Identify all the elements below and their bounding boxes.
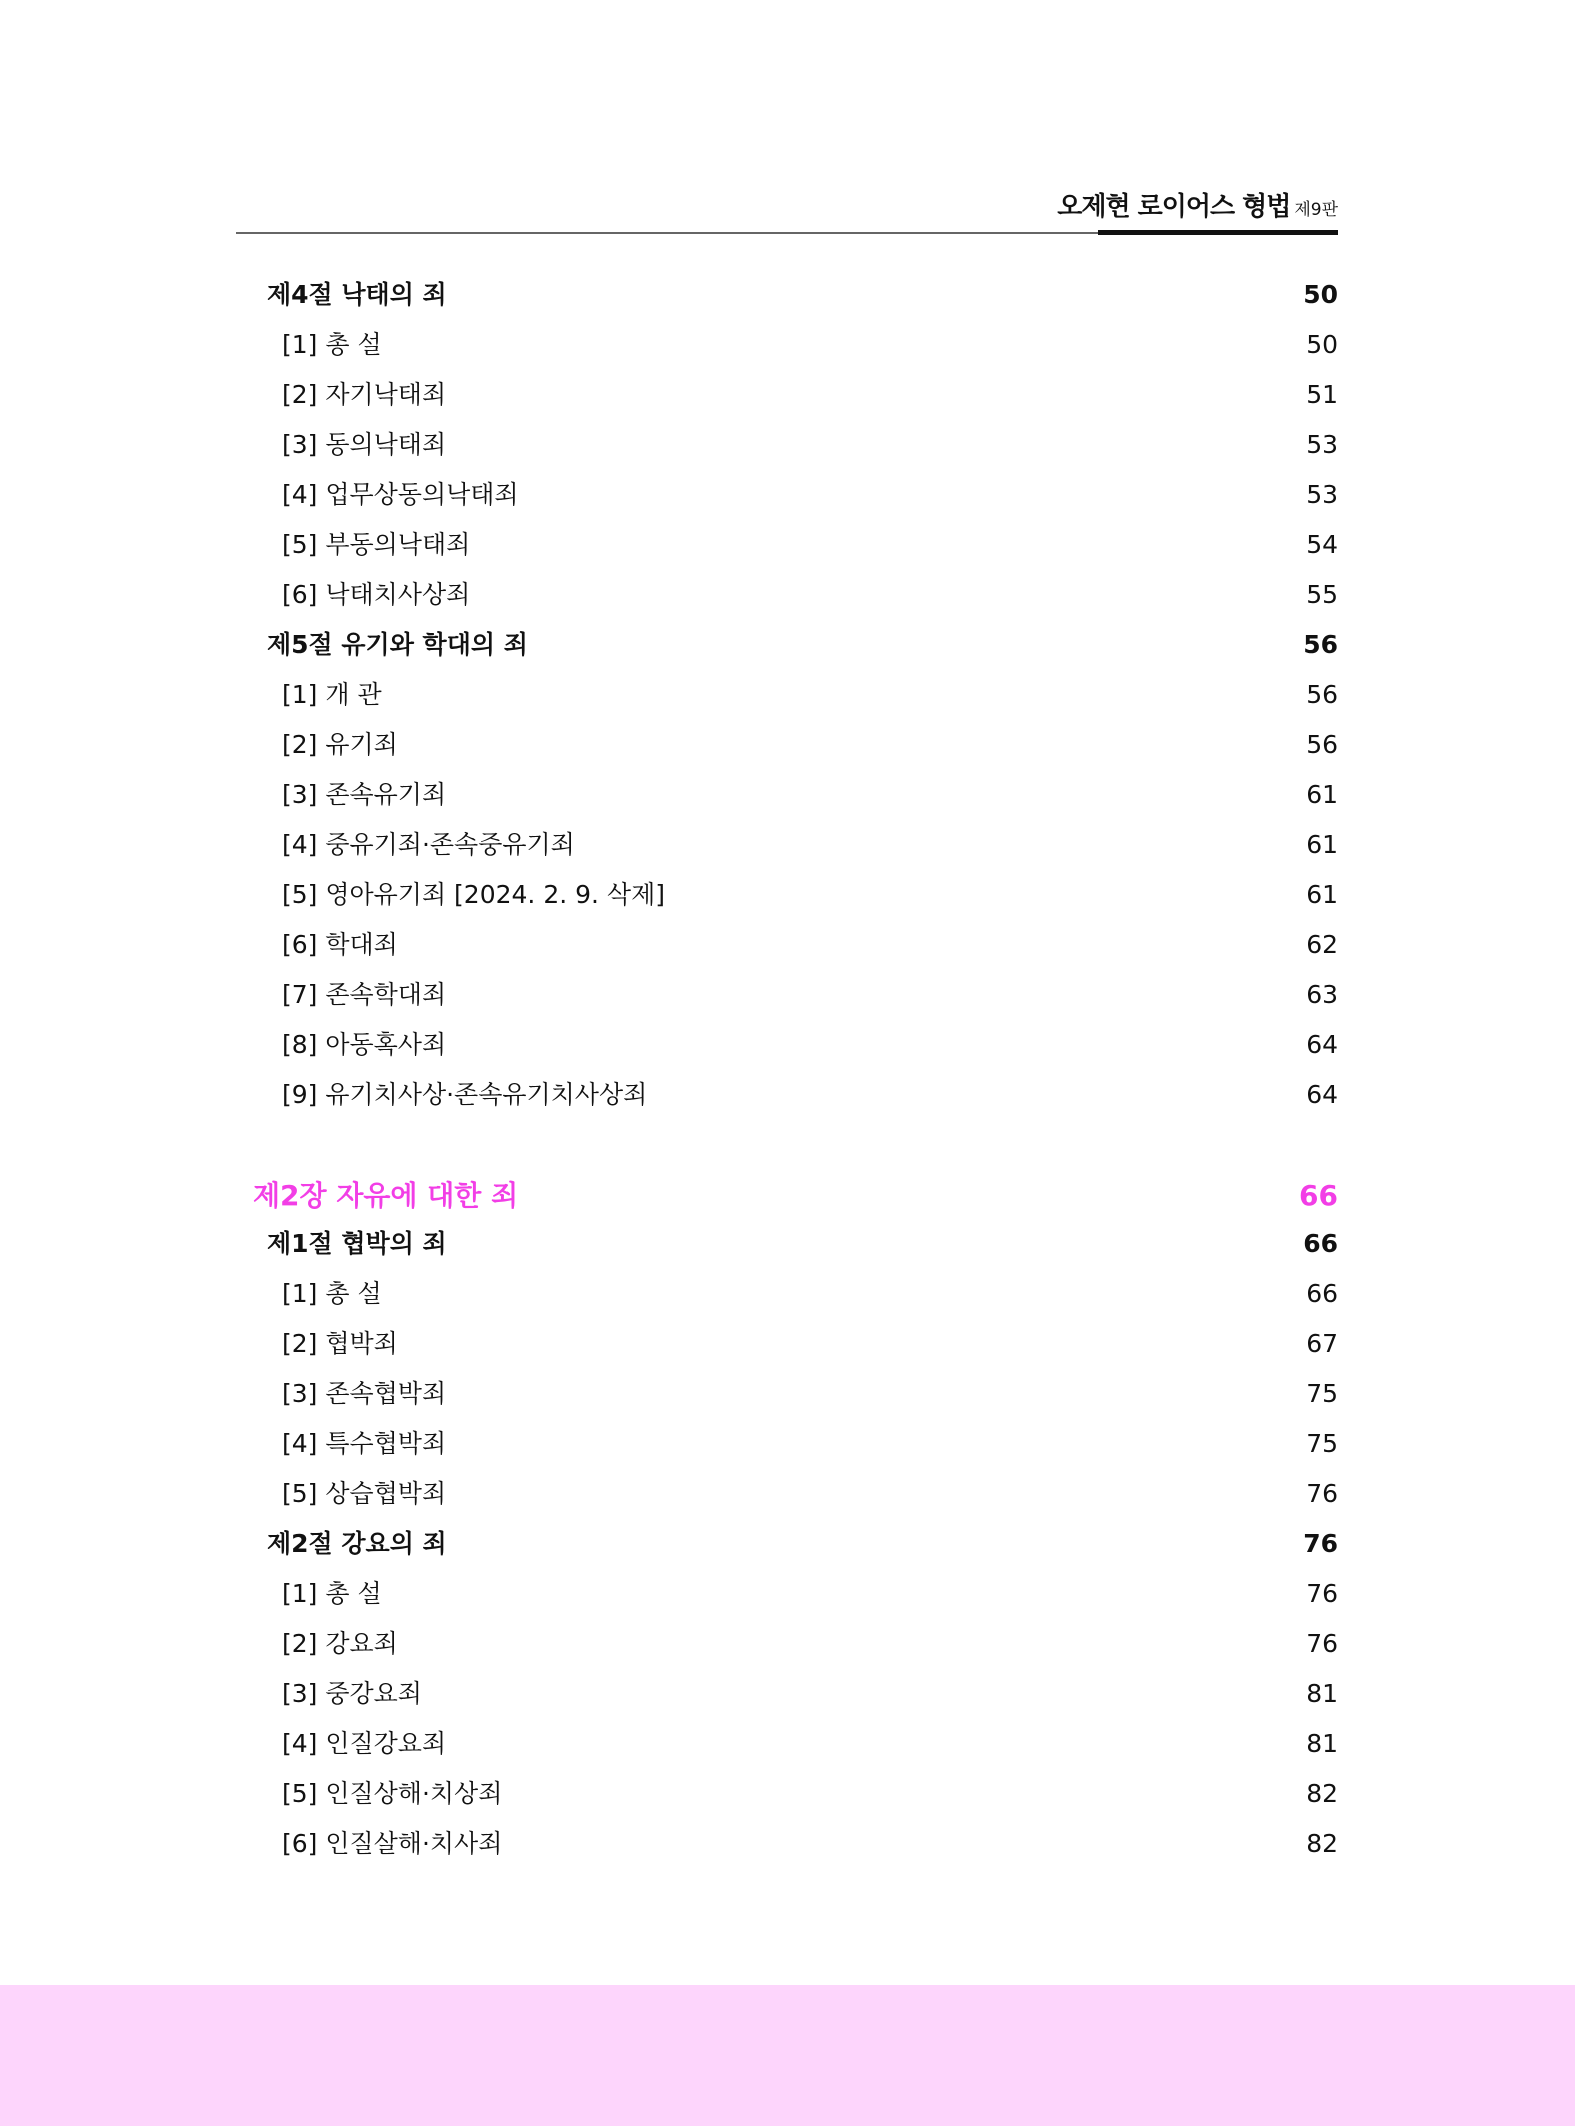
toc-page-number: 76 xyxy=(1306,1579,1338,1608)
toc-page-number: 64 xyxy=(1306,1080,1338,1109)
toc-item-label: [2] 강요죄 xyxy=(282,1629,398,1658)
toc-section-label: 제4절 낙태의 죄 xyxy=(267,280,447,309)
toc-page-number: 51 xyxy=(1306,380,1338,409)
toc-item xyxy=(0,670,1575,720)
toc-chapter-label: 제2장 자유에 대한 죄 xyxy=(253,1179,519,1212)
running-header xyxy=(236,186,1338,238)
toc-page-number: 81 xyxy=(1306,1729,1338,1758)
toc-item-label: [6] 낙태치사상죄 xyxy=(282,580,471,609)
book-author: 오제현 xyxy=(1057,192,1130,222)
toc-section-label: 제2절 강요의 죄 xyxy=(267,1529,447,1558)
toc-item xyxy=(0,970,1575,1020)
toc-page-number: 67 xyxy=(1306,1329,1338,1358)
toc-item xyxy=(0,1070,1575,1120)
footer-band xyxy=(0,1985,1575,2126)
toc-page-number: 81 xyxy=(1306,1679,1338,1708)
toc-item xyxy=(0,920,1575,970)
toc-item-label: [5] 상습협박죄 xyxy=(282,1479,447,1508)
toc-item xyxy=(0,470,1575,520)
toc-item-label: [9] 유기치사상·존속유기치사상죄 xyxy=(282,1080,648,1109)
toc-page-number: 53 xyxy=(1306,430,1338,459)
toc-page-number: 53 xyxy=(1306,480,1338,509)
book-edition: 제9판 xyxy=(1294,200,1338,220)
toc-page-number: 75 xyxy=(1306,1429,1338,1458)
toc-item xyxy=(0,1819,1575,1869)
toc-page-number: 56 xyxy=(1306,680,1338,709)
toc-item-label: [1] 총 설 xyxy=(282,1279,382,1308)
toc-page-number: 50 xyxy=(1303,280,1338,309)
toc-item-label: [3] 존속협박죄 xyxy=(282,1379,447,1408)
toc-item xyxy=(0,1319,1575,1369)
toc-page-number: 63 xyxy=(1306,980,1338,1009)
toc-section xyxy=(0,1519,1575,1569)
toc-item-label: [4] 인질강요죄 xyxy=(282,1729,447,1758)
toc-page-number: 62 xyxy=(1306,930,1338,959)
toc-item-label: [2] 협박죄 xyxy=(282,1329,398,1358)
toc-item xyxy=(0,1669,1575,1719)
toc-item-label: [8] 아동혹사죄 xyxy=(282,1030,447,1059)
toc-item-label: [5] 부동의낙태죄 xyxy=(282,530,471,559)
book-title xyxy=(1057,186,1338,230)
toc-item-label: [4] 업무상동의낙태죄 xyxy=(282,480,519,509)
toc-item xyxy=(0,570,1575,620)
toc-item-label: [2] 유기죄 xyxy=(282,730,398,759)
toc-item-label: [1] 개 관 xyxy=(282,680,382,709)
toc-item xyxy=(0,1020,1575,1070)
toc-item xyxy=(0,320,1575,370)
toc-item xyxy=(0,870,1575,920)
toc-page-number: 66 xyxy=(1303,1229,1338,1258)
toc-page-number: 76 xyxy=(1306,1479,1338,1508)
toc-item xyxy=(0,1619,1575,1669)
header-rule-accent xyxy=(1098,230,1338,235)
toc-page-number: 61 xyxy=(1306,880,1338,909)
toc-page-number: 61 xyxy=(1306,780,1338,809)
toc-page-number: 82 xyxy=(1306,1779,1338,1808)
toc-section xyxy=(0,1219,1575,1269)
toc-page-number: 66 xyxy=(1299,1179,1338,1212)
toc-page-number: 66 xyxy=(1306,1279,1338,1308)
toc-section-label: 제5절 유기와 학대의 죄 xyxy=(267,630,528,659)
toc-item-label: [5] 인질상해·치상죄 xyxy=(282,1779,503,1808)
toc-item xyxy=(0,770,1575,820)
toc-item xyxy=(0,1419,1575,1469)
toc-item xyxy=(0,520,1575,570)
toc-item xyxy=(0,420,1575,470)
toc-chapter xyxy=(0,1171,1575,1221)
toc-item-label: [4] 중유기죄·존속중유기죄 xyxy=(282,830,575,859)
toc-item xyxy=(0,1369,1575,1419)
book-name: 로이어스 xyxy=(1137,192,1235,222)
toc-item-label: [3] 동의낙태죄 xyxy=(282,430,447,459)
toc-item-label: [3] 존속유기죄 xyxy=(282,780,447,809)
toc-item xyxy=(0,820,1575,870)
toc-item xyxy=(0,720,1575,770)
toc-item xyxy=(0,370,1575,420)
toc-item-label: [5] 영아유기죄 [2024. 2. 9. 삭제] xyxy=(282,880,665,909)
toc-item xyxy=(0,1719,1575,1769)
toc-section-label: 제1절 협박의 죄 xyxy=(267,1229,447,1258)
toc-page-number: 75 xyxy=(1306,1379,1338,1408)
toc-item xyxy=(0,1569,1575,1619)
toc-item xyxy=(0,1269,1575,1319)
book-subject: 형법 xyxy=(1242,192,1291,222)
toc-item-label: [1] 총 설 xyxy=(282,1579,382,1608)
toc-page-number: 50 xyxy=(1306,330,1338,359)
toc-item-label: [1] 총 설 xyxy=(282,330,382,359)
toc-item-label: [2] 자기낙태죄 xyxy=(282,380,447,409)
toc-page-number: 82 xyxy=(1306,1829,1338,1858)
toc-item-label: [3] 중강요죄 xyxy=(282,1679,422,1708)
toc-page-number: 54 xyxy=(1306,530,1338,559)
toc-page-number: 55 xyxy=(1306,580,1338,609)
toc-page-number: 64 xyxy=(1306,1030,1338,1059)
toc-item-label: [6] 인질살해·치사죄 xyxy=(282,1829,503,1858)
toc-item xyxy=(0,1769,1575,1819)
toc-item xyxy=(0,1469,1575,1519)
toc-page-number: 76 xyxy=(1306,1629,1338,1658)
toc-item-label: [6] 학대죄 xyxy=(282,930,398,959)
toc-page-number: 56 xyxy=(1303,630,1338,659)
toc-section xyxy=(0,620,1575,670)
toc-page-number: 76 xyxy=(1303,1529,1338,1558)
toc-section xyxy=(0,270,1575,320)
toc-page-number: 56 xyxy=(1306,730,1338,759)
toc-item-label: [7] 존속학대죄 xyxy=(282,980,447,1009)
toc-item-label: [4] 특수협박죄 xyxy=(282,1429,447,1458)
toc-page-number: 61 xyxy=(1306,830,1338,859)
